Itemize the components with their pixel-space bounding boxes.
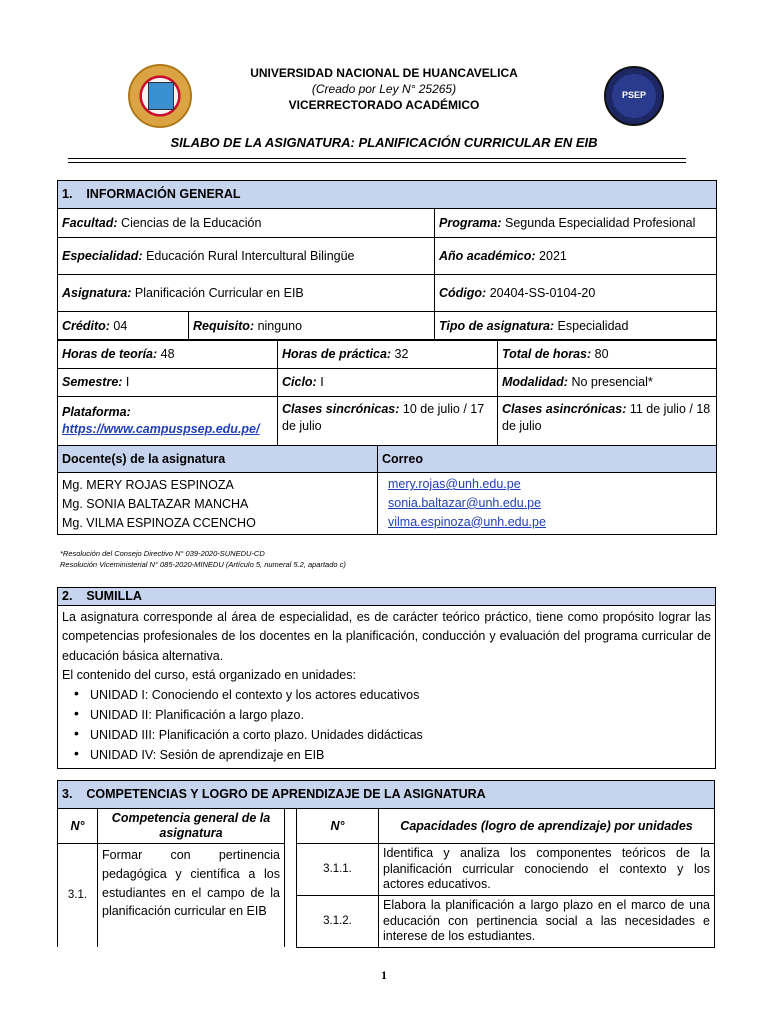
docentes-list (58, 473, 378, 535)
column-gap (285, 809, 297, 844)
sumilla-paragraph: El contenido del curso, está organizado en unidades: (62, 668, 356, 682)
ciclo-cell: Ciclo: I (278, 369, 498, 397)
docente-name: Mg. SONIA BALTAZAR MANCHA (62, 496, 249, 511)
footnote: Resolución Viceministerial N° 085-2020-MINEDU (Artículo 5, numeral 5.2, apartado c) (60, 560, 346, 570)
asincronicas-cell: Clases asincrónicas: 11 de julio / 18 de julio (498, 397, 717, 446)
total-horas-cell: Total de horas: 80 (498, 340, 717, 369)
correo-header: Correo (378, 446, 717, 473)
office-name: VICERRECTORADO ACADÉMICO (288, 98, 480, 112)
requisito-cell: Requisito: ninguno (189, 312, 435, 341)
footnote: *Resolución del Consejo Directivo N° 039-2020-SUNEDU-CD (60, 549, 265, 558)
units-list (74, 685, 711, 765)
capacidad-number: 3.1.2. (297, 895, 379, 947)
row-number: 3.1. (58, 844, 98, 948)
horas-teoria-cell: Horas de teoría: 48 (58, 340, 278, 369)
hours-table (57, 339, 717, 446)
section-header-sumilla: 2. SUMILLA (58, 588, 716, 606)
modalidad-cell: Modalidad: No presencial* (498, 369, 717, 397)
asignatura-cell: Asignatura: Planificación Curricular en EIB (58, 275, 435, 312)
facultad-cell: Facultad: Ciencias de la Educación (58, 209, 435, 238)
plataforma-cell: Plataforma: https://www.campuspsep.edu.pe/ (58, 397, 278, 446)
competencia-text: Formar con pertinencia pedagógica y científica a los estudiantes en el campo de la planificación curricular en EIB (98, 844, 285, 948)
programa-cell: Programa: Segunda Especialidad Profesional (435, 209, 717, 238)
sumilla-body (58, 605, 716, 769)
tipo-cell: Tipo de asignatura: Especialidad (435, 312, 717, 341)
col-capacidades-header: Capacidades (logro de aprendizaje) por unidades (379, 809, 715, 844)
list-item: • UNIDAD I: Conociendo el contexto y los actores educativos (74, 685, 711, 705)
capacidad-number: 3.1.1. (297, 844, 379, 896)
footnotes (60, 548, 346, 571)
page-number: 1 (381, 968, 387, 982)
especialidad-cell: Especialidad: Educación Rural Intercultural Bilingüe (58, 238, 435, 275)
horas-practica-cell: Horas de práctica: 32 (278, 340, 498, 369)
document-header (0, 0, 768, 170)
document-title: SILABO DE LA ASIGNATURA: PLANIFICACIÓN CURRICULAR EN EIB (170, 135, 598, 150)
title-rule (68, 158, 686, 159)
general-info-table (57, 180, 717, 341)
section-header-info: 1. INFORMACIÓN GENERAL (58, 181, 717, 209)
col-n2-header: N° (297, 809, 379, 844)
plataforma-link[interactable]: https://www.campuspsep.edu.pe/ (62, 422, 260, 436)
docente-name: Mg. VILMA ESPINOZA CCENCHO (62, 515, 256, 530)
sumilla-paragraph: La asignatura corresponde al área de especialidad, es de carácter teórico práctico, tiene como propósito lograr las competencias profesionales de los docentes en la planificación, conducción y evaluación del programa curricular de educación básica alternativa. (62, 609, 711, 663)
program-seal-text: PSEP (621, 90, 646, 100)
col-n-header: N° (58, 809, 98, 844)
credito-cell: Crédito: 04 (58, 312, 189, 341)
list-item: • UNIDAD IV: Sesión de aprendizaje en EIB (74, 745, 711, 765)
codigo-cell: Código: 20404-SS-0104-20 (435, 275, 717, 312)
capacidad-text: Elabora la planificación a largo plazo en el marco de una educación con pertinencia social a las necesidades e interese de los estudiantes. (379, 895, 715, 947)
col-competencia-header: Competencia general de la asignatura (98, 809, 285, 844)
correos-list (378, 473, 717, 535)
sumilla-table (57, 587, 716, 769)
creation-law: (Creado por Ley N° 25265) (311, 82, 457, 96)
docente-name: Mg. MERY ROJAS ESPINOZA (62, 478, 234, 492)
column-gap (285, 844, 297, 948)
title-rule (68, 162, 686, 163)
email-link[interactable]: sonia.baltazar@unh.edu.pe (388, 495, 542, 510)
email-link[interactable]: mery.rojas@unh.edu.pe (388, 477, 521, 491)
list-item: • UNIDAD III: Planificación a corto plazo. Unidades didácticas (74, 725, 711, 745)
capacidad-text: Identifica y analiza los componentes teóricos de la planificación curricular conociendo el contexto y los actores educativos. (379, 844, 715, 896)
list-item: • UNIDAD II: Planificación a largo plazo. (74, 705, 711, 725)
sincronicas-cell: Clases sincrónicas: 10 de julio / 17 de julio (278, 397, 498, 446)
semestre-cell: Semestre: I (58, 369, 278, 397)
email-link[interactable]: vilma.espinoza@unh.edu.pe (388, 514, 546, 529)
anio-cell: Año académico: 2021 (435, 238, 717, 275)
docentes-table (57, 445, 717, 535)
docentes-header: Docente(s) de la asignatura (58, 446, 378, 473)
competencias-table (57, 780, 715, 948)
university-name: UNIVERSIDAD NACIONAL DE HUANCAVELICA (250, 66, 518, 80)
section-header-competencias: 3. COMPETENCIAS Y LOGRO DE APRENDIZAJE DE LA ASIGNATURA (58, 781, 715, 809)
